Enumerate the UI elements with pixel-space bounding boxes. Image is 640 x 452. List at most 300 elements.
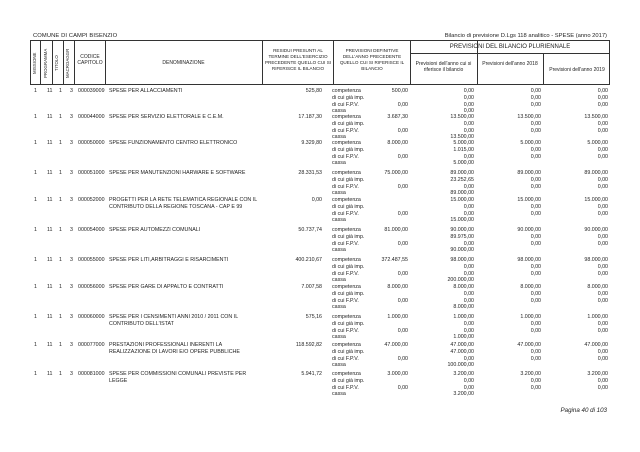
cell-previsioni-def: [348, 284, 408, 311]
cell-macroaggr: 3: [70, 197, 73, 203]
cell-programma: 11: [47, 170, 53, 176]
cell-value: 0,00: [597, 127, 608, 134]
cell-value: [348, 349, 408, 356]
cell-value: [348, 160, 408, 167]
cell-programma: 11: [47, 227, 53, 233]
cell-value: 1.000,00: [453, 334, 474, 341]
cell-value: 47.000,00: [517, 342, 541, 348]
cell-value: 0,00: [397, 384, 408, 391]
cell-value: 0,00: [530, 290, 541, 297]
cell-capitolo-code: 000039009: [78, 88, 105, 94]
cell-value: [481, 247, 541, 254]
cell-denominazione: SPESE PER AUTOMEZZI COMUNALI: [109, 227, 201, 233]
cell-programma: 11: [47, 257, 53, 263]
cell-macroaggr: 3: [70, 284, 73, 290]
cell-anno-2018: [481, 170, 541, 197]
kind-label: competenza: [332, 314, 361, 320]
cell-value: 0,00: [397, 270, 408, 277]
cell-value: 75.000,00: [384, 170, 408, 176]
kind-label: di cui già imp.: [332, 377, 365, 384]
kind-label: di cui già imp.: [332, 146, 365, 153]
cell-programma: 11: [47, 114, 53, 120]
cell-value: 5.000,00: [453, 140, 474, 146]
kind-label: di cui F.P.V.: [332, 240, 359, 247]
cell-residui: 7.007,58: [301, 284, 322, 290]
cell-value: 89.000,00: [450, 190, 474, 197]
cell-denominazione: PROGETTI PER LA RETE TELEMATICA REGIONALE CON IL CONTRIBUTO DELLA REGIONE TOSCANA - CAP E 99: [109, 197, 257, 210]
cell-previsioni-def: [348, 197, 408, 224]
col-titolo: TITOLO: [54, 55, 59, 71]
cell-value: 89.000,00: [517, 170, 541, 176]
cell-value: 0,00: [597, 210, 608, 217]
cell-macroaggr: 3: [70, 257, 73, 263]
kind-label: di cui F.P.V.: [332, 270, 359, 277]
cell-missione: 1: [34, 284, 37, 290]
cell-residui: 575,16: [305, 314, 322, 320]
cell-value: [481, 160, 541, 167]
cell-anno-2019: [548, 227, 608, 254]
cell-anno-cui: [414, 227, 474, 254]
cell-value: 0,00: [530, 94, 541, 101]
cell-value: 0,00: [530, 127, 541, 134]
cell-value: [548, 247, 608, 254]
cell-value: 372.487,55: [381, 257, 408, 263]
cell-macroaggr: 3: [70, 371, 73, 377]
cell-anno-2018: [481, 88, 541, 115]
cell-residui: 400.210,67: [295, 257, 322, 263]
cell-anno-2019: [548, 284, 608, 311]
cell-anno-2018: [481, 227, 541, 254]
cell-value: 0,00: [530, 101, 541, 108]
cell-value: 13.500,00: [450, 134, 474, 141]
cell-titolo: 1: [59, 257, 62, 263]
cell-capitolo-code: 000081000: [78, 371, 105, 377]
cell-value: 0,00: [597, 120, 608, 127]
cell-value: 0,00: [530, 297, 541, 304]
cell-residui: 525,80: [305, 88, 322, 94]
cell-value: 0,00: [597, 263, 608, 270]
cell-capitolo-code: 000044000: [78, 114, 105, 120]
cell-programma: 11: [47, 88, 53, 94]
cell-anno-2019: [548, 88, 608, 115]
cell-value: 0,00: [530, 183, 541, 190]
kind-label: di cui già imp.: [332, 290, 365, 297]
cell-value: 0,00: [397, 327, 408, 334]
kind-label: cassa: [332, 391, 346, 398]
cell-value: 0,00: [397, 153, 408, 160]
cell-value: 8.000,00: [587, 284, 608, 290]
cell-value: 89.000,00: [584, 170, 608, 176]
cell-value: 0,00: [463, 127, 474, 134]
cell-value: [348, 321, 408, 328]
kind-label: competenza: [332, 257, 361, 263]
cell-value: 3.200,00: [520, 371, 541, 377]
cell-value: 0,00: [463, 88, 474, 94]
cell-value: [348, 378, 408, 385]
cell-macroaggr: 3: [70, 170, 73, 176]
cell-titolo: 1: [59, 170, 62, 176]
cell-titolo: 1: [59, 371, 62, 377]
kind-label: cassa: [332, 190, 346, 197]
cell-anno-2018: [481, 257, 541, 284]
cell-value: 0,00: [397, 210, 408, 217]
cell-anno-2019: [548, 371, 608, 398]
cell-value: 0,00: [530, 210, 541, 217]
cell-value: 0,00: [463, 153, 474, 160]
cell-value: 0,00: [463, 94, 474, 101]
cell-value: 3.687,30: [387, 114, 408, 120]
kind-label: cassa: [332, 108, 346, 115]
cell-value: [348, 204, 408, 211]
cell-previsioni-def: [348, 114, 408, 141]
cell-value: [348, 217, 408, 224]
cell-value: 0,00: [597, 146, 608, 153]
cell-previsioni-def: [348, 371, 408, 398]
col-residui: RESIDUI PRESUNTI AL TERMINE DELL'ESERCIZIO PRECEDENTE QUELLO CUI SI RIFERISCE IL BILANCIO: [264, 48, 332, 71]
col-macroaggr: MACROAGGR: [65, 48, 70, 78]
cell-value: 13.500,00: [517, 114, 541, 120]
cell-value: 0,00: [597, 297, 608, 304]
cell-anno-cui: [414, 284, 474, 311]
col-anno-2018: Previsioni dell'anno 2018: [482, 61, 538, 67]
col-pluriennale: PREVISIONI DEL BILANCIO PLURIENNALE: [449, 44, 571, 50]
cell-value: 81.000,00: [384, 227, 408, 233]
cell-value: 89.975,00: [450, 233, 474, 240]
col-anno-cui: Previsioni dell'anno cui si riferisce il bilancio: [415, 61, 472, 73]
col-missione: MISSIONE: [32, 52, 37, 74]
cell-titolo: 1: [59, 140, 62, 146]
cell-value: [348, 234, 408, 241]
cell-value: [548, 304, 608, 311]
cell-residui: 5.941,72: [301, 371, 322, 377]
kind-label: di cui F.P.V.: [332, 183, 359, 190]
cell-macroaggr: 3: [70, 227, 73, 233]
cell-value: [348, 147, 408, 154]
kind-label: competenza: [332, 197, 361, 203]
cell-anno-2018: [481, 314, 541, 341]
cell-anno-cui: [414, 257, 474, 284]
cell-titolo: 1: [59, 314, 62, 320]
cell-capitolo-code: 000052000: [78, 197, 105, 203]
cell-value: [348, 95, 408, 102]
cell-value: 0,00: [463, 263, 474, 270]
cell-value: 0,00: [463, 210, 474, 217]
kind-label: competenza: [332, 140, 361, 146]
cell-value: 0,00: [397, 101, 408, 108]
cell-anno-2018: [481, 140, 541, 167]
cell-value: 0,00: [463, 101, 474, 108]
cell-value: 0,00: [530, 153, 541, 160]
kind-label: di cui già imp.: [332, 263, 365, 270]
cell-value: 0,00: [597, 270, 608, 277]
col-programma: PROGRAMMA: [43, 48, 48, 78]
cell-value: 90.000,00: [450, 227, 474, 233]
cell-value: [348, 264, 408, 271]
cell-macroaggr: 3: [70, 314, 73, 320]
cell-value: 0,00: [530, 233, 541, 240]
cell-denominazione: SPESE FUNZIONAMENTO CENTRO ELETTRONICO: [109, 140, 238, 146]
kind-label: competenza: [332, 170, 361, 176]
col-anno-2019: Previsioni dell'anno 2019: [549, 67, 605, 73]
kind-label: di cui già imp.: [332, 94, 365, 101]
cell-value: 23.252,65: [450, 176, 474, 183]
cell-residui: 118.592,82: [295, 342, 322, 348]
kind-label: competenza: [332, 88, 361, 94]
cell-value: 5.000,00: [520, 140, 541, 146]
cell-value: 0,00: [597, 88, 608, 94]
cell-titolo: 1: [59, 88, 62, 94]
cell-value: 98.000,00: [517, 257, 541, 263]
cell-previsioni-def: [348, 170, 408, 197]
cell-value: 500,00: [391, 88, 408, 94]
cell-capitolo-code: 000077000: [78, 342, 105, 348]
col-codice: CODICE CAPITOLO: [77, 54, 103, 66]
kind-label: competenza: [332, 371, 361, 377]
cell-value: 8.000,00: [520, 284, 541, 290]
cell-value: [481, 391, 541, 398]
cell-value: 0,00: [463, 377, 474, 384]
kind-label: cassa: [332, 334, 346, 341]
cell-value: 0,00: [397, 127, 408, 134]
cell-value: 3.200,00: [453, 391, 474, 398]
cell-value: 200.000,00: [447, 277, 474, 284]
cell-anno-cui: [414, 170, 474, 197]
cell-macroaggr: 3: [70, 88, 73, 94]
kind-label: di cui già imp.: [332, 176, 365, 183]
cell-denominazione: SPESE PER SERVIZIO ELETTORALE E C.E.M.: [109, 114, 224, 120]
cell-value: 15.000,00: [450, 197, 474, 203]
cell-value: 0,00: [530, 348, 541, 355]
cell-programma: 11: [47, 197, 53, 203]
cell-titolo: 1: [59, 284, 62, 290]
kind-label: di cui F.P.V.: [332, 127, 359, 134]
cell-value: [348, 197, 408, 204]
cell-titolo: 1: [59, 227, 62, 233]
cell-value: 3.200,00: [453, 371, 474, 377]
cell-value: [481, 334, 541, 341]
cell-value: 0,00: [597, 348, 608, 355]
cell-anno-2019: [548, 140, 608, 167]
cell-titolo: 1: [59, 114, 62, 120]
cell-anno-2019: [548, 314, 608, 341]
cell-missione: 1: [34, 227, 37, 233]
kind-label: competenza: [332, 342, 361, 348]
cell-value: 1.000,00: [587, 314, 608, 320]
cell-missione: 1: [34, 371, 37, 377]
kind-label: di cui già imp.: [332, 120, 365, 127]
cell-capitolo-code: 000060000: [78, 314, 105, 320]
cell-anno-2018: [481, 371, 541, 398]
cell-programma: 11: [47, 140, 53, 146]
kind-label: cassa: [332, 362, 346, 369]
cell-value: 0,00: [530, 270, 541, 277]
cell-value: 89.000,00: [450, 170, 474, 176]
cell-previsioni-def: [348, 314, 408, 341]
cell-macroaggr: 3: [70, 114, 73, 120]
kind-label: cassa: [332, 134, 346, 141]
cell-value: 0,00: [463, 320, 474, 327]
cell-value: 0,00: [530, 88, 541, 94]
cell-value: [548, 391, 608, 398]
kind-label: di cui già imp.: [332, 203, 365, 210]
cell-value: 0,00: [597, 94, 608, 101]
cell-titolo: 1: [59, 342, 62, 348]
kind-label: cassa: [332, 160, 346, 167]
cell-denominazione: SPESE PER COMMISSIONI COMUNALI PREVISTE PER LEGGE: [109, 371, 247, 384]
cell-value: 0,00: [463, 183, 474, 190]
cell-value: 0,00: [530, 355, 541, 362]
cell-value: [481, 217, 541, 224]
cell-value: 90.000,00: [450, 247, 474, 254]
cell-value: 47.000,00: [450, 342, 474, 348]
cell-previsioni-def: [348, 88, 408, 115]
cell-value: 0,00: [463, 290, 474, 297]
cell-capitolo-code: 000056000: [78, 284, 105, 290]
cell-value: 0,00: [463, 108, 474, 115]
cell-value: 0,00: [597, 240, 608, 247]
cell-value: [348, 121, 408, 128]
report-title: Bilancio di previsione D.Lgs 118 analitico - SPESE (anno 2017): [444, 33, 607, 39]
kind-label: di cui F.P.V.: [332, 384, 359, 391]
kind-label: competenza: [332, 227, 361, 233]
cell-anno-2018: [481, 197, 541, 224]
cell-value: 90.000,00: [517, 227, 541, 233]
cell-value: 47.000,00: [584, 342, 608, 348]
cell-value: 0,00: [597, 320, 608, 327]
cell-anno-cui: [414, 140, 474, 167]
cell-value: 0,00: [597, 233, 608, 240]
page-number: Pagina 40 di 103: [560, 407, 607, 414]
cell-missione: 1: [34, 140, 37, 146]
cell-anno-cui: [414, 371, 474, 398]
cell-value: 0,00: [530, 320, 541, 327]
cell-value: 100.000,00: [447, 362, 474, 369]
cell-value: 13.500,00: [450, 114, 474, 120]
cell-value: 0,00: [597, 355, 608, 362]
cell-programma: 11: [47, 314, 53, 320]
cell-residui: 17.187,30: [298, 114, 322, 120]
cell-anno-cui: [414, 114, 474, 141]
cell-value: 13.500,00: [584, 114, 608, 120]
cell-missione: 1: [34, 314, 37, 320]
cell-value: 1.015,00: [453, 146, 474, 153]
cell-capitolo-code: 000054000: [78, 227, 105, 233]
cell-value: 0,00: [530, 203, 541, 210]
cell-programma: 11: [47, 371, 53, 377]
kind-label: di cui F.P.V.: [332, 355, 359, 362]
cell-value: 98.000,00: [450, 257, 474, 263]
cell-missione: 1: [34, 342, 37, 348]
cell-value: 5.000,00: [453, 160, 474, 167]
cell-anno-2019: [548, 342, 608, 369]
cell-value: 0,00: [397, 355, 408, 362]
kind-label: competenza: [332, 284, 361, 290]
cell-capitolo-code: 000051000: [78, 170, 105, 176]
kind-label: di cui F.P.V.: [332, 297, 359, 304]
col-previsioni-def: PREVISIONI DEFINITIVE DELL'ANNO PRECEDENTE QUELLO CUI SI RIFERISCE IL BILANCIO: [339, 48, 405, 71]
kind-label: di cui già imp.: [332, 348, 365, 355]
cell-residui: 28.331,53: [298, 170, 322, 176]
cell-value: [348, 177, 408, 184]
cell-value: [481, 304, 541, 311]
cell-value: 0,00: [597, 176, 608, 183]
cell-denominazione: SPESE PER GARE DI APPALTO E CONTRATTI: [109, 284, 224, 290]
cell-value: 8.000,00: [453, 304, 474, 311]
cell-value: 0,00: [463, 270, 474, 277]
cell-value: 47.000,00: [450, 348, 474, 355]
cell-value: 0,00: [530, 176, 541, 183]
cell-value: 0,00: [597, 384, 608, 391]
cell-value: 0,00: [597, 327, 608, 334]
cell-previsioni-def: [348, 227, 408, 254]
cell-value: [348, 391, 408, 398]
cell-anno-2018: [481, 342, 541, 369]
cell-missione: 1: [34, 114, 37, 120]
kind-label: di cui già imp.: [332, 320, 365, 327]
cell-denominazione: SPESE PER MANUTENZIONI HARWARE E SOFTWARE: [109, 170, 246, 176]
cell-previsioni-def: [348, 140, 408, 167]
cell-value: 0,00: [597, 377, 608, 384]
col-denominazione: DENOMINAZIONE: [162, 60, 205, 66]
kind-label: di cui già imp.: [332, 233, 365, 240]
cell-value: 8.000,00: [387, 284, 408, 290]
cell-anno-cui: [414, 342, 474, 369]
cell-value: 0,00: [463, 120, 474, 127]
cell-value: 3.200,00: [587, 371, 608, 377]
cell-value: [481, 362, 541, 369]
cell-value: [348, 291, 408, 298]
cell-anno-2019: [548, 257, 608, 284]
cell-value: 47.000,00: [384, 342, 408, 348]
cell-value: 0,00: [463, 327, 474, 334]
cell-value: 0,00: [530, 377, 541, 384]
cell-anno-2019: [548, 170, 608, 197]
cell-value: 0,00: [597, 183, 608, 190]
cell-value: 0,00: [397, 297, 408, 304]
cell-value: 0,00: [463, 384, 474, 391]
cell-anno-2018: [481, 114, 541, 141]
cell-anno-2018: [481, 284, 541, 311]
cell-value: [348, 334, 408, 341]
cell-value: 0,00: [463, 203, 474, 210]
cell-macroaggr: 3: [70, 140, 73, 146]
cell-missione: 1: [34, 88, 37, 94]
cell-value: [348, 304, 408, 311]
cell-value: [548, 334, 608, 341]
kind-label: cassa: [332, 247, 346, 254]
cell-missione: 1: [34, 197, 37, 203]
entity-name: COMUNE DI CAMPI BISENZIO: [33, 33, 118, 39]
cell-value: 0,00: [530, 263, 541, 270]
kind-label: di cui F.P.V.: [332, 101, 359, 108]
cell-value: 90.000,00: [584, 227, 608, 233]
cell-programma: 11: [47, 284, 53, 290]
cell-value: 0,00: [463, 240, 474, 247]
cell-titolo: 1: [59, 197, 62, 203]
cell-value: [548, 362, 608, 369]
cell-value: 0,00: [397, 183, 408, 190]
cell-denominazione: PRESTAZIONI PROFESSIONALI INERENTI LA REALIZZAZIONE DI LAVORI E/O OPERE PUBBLICHE: [109, 342, 240, 355]
cell-anno-2019: [548, 197, 608, 224]
cell-residui: 50.737,74: [298, 227, 322, 233]
cell-missione: 1: [34, 257, 37, 263]
cell-value: 0,00: [597, 153, 608, 160]
cell-value: 0,00: [597, 203, 608, 210]
cell-value: 15.000,00: [584, 197, 608, 203]
cell-value: [548, 217, 608, 224]
cell-value: 0,00: [530, 120, 541, 127]
kind-label: competenza: [332, 114, 361, 120]
